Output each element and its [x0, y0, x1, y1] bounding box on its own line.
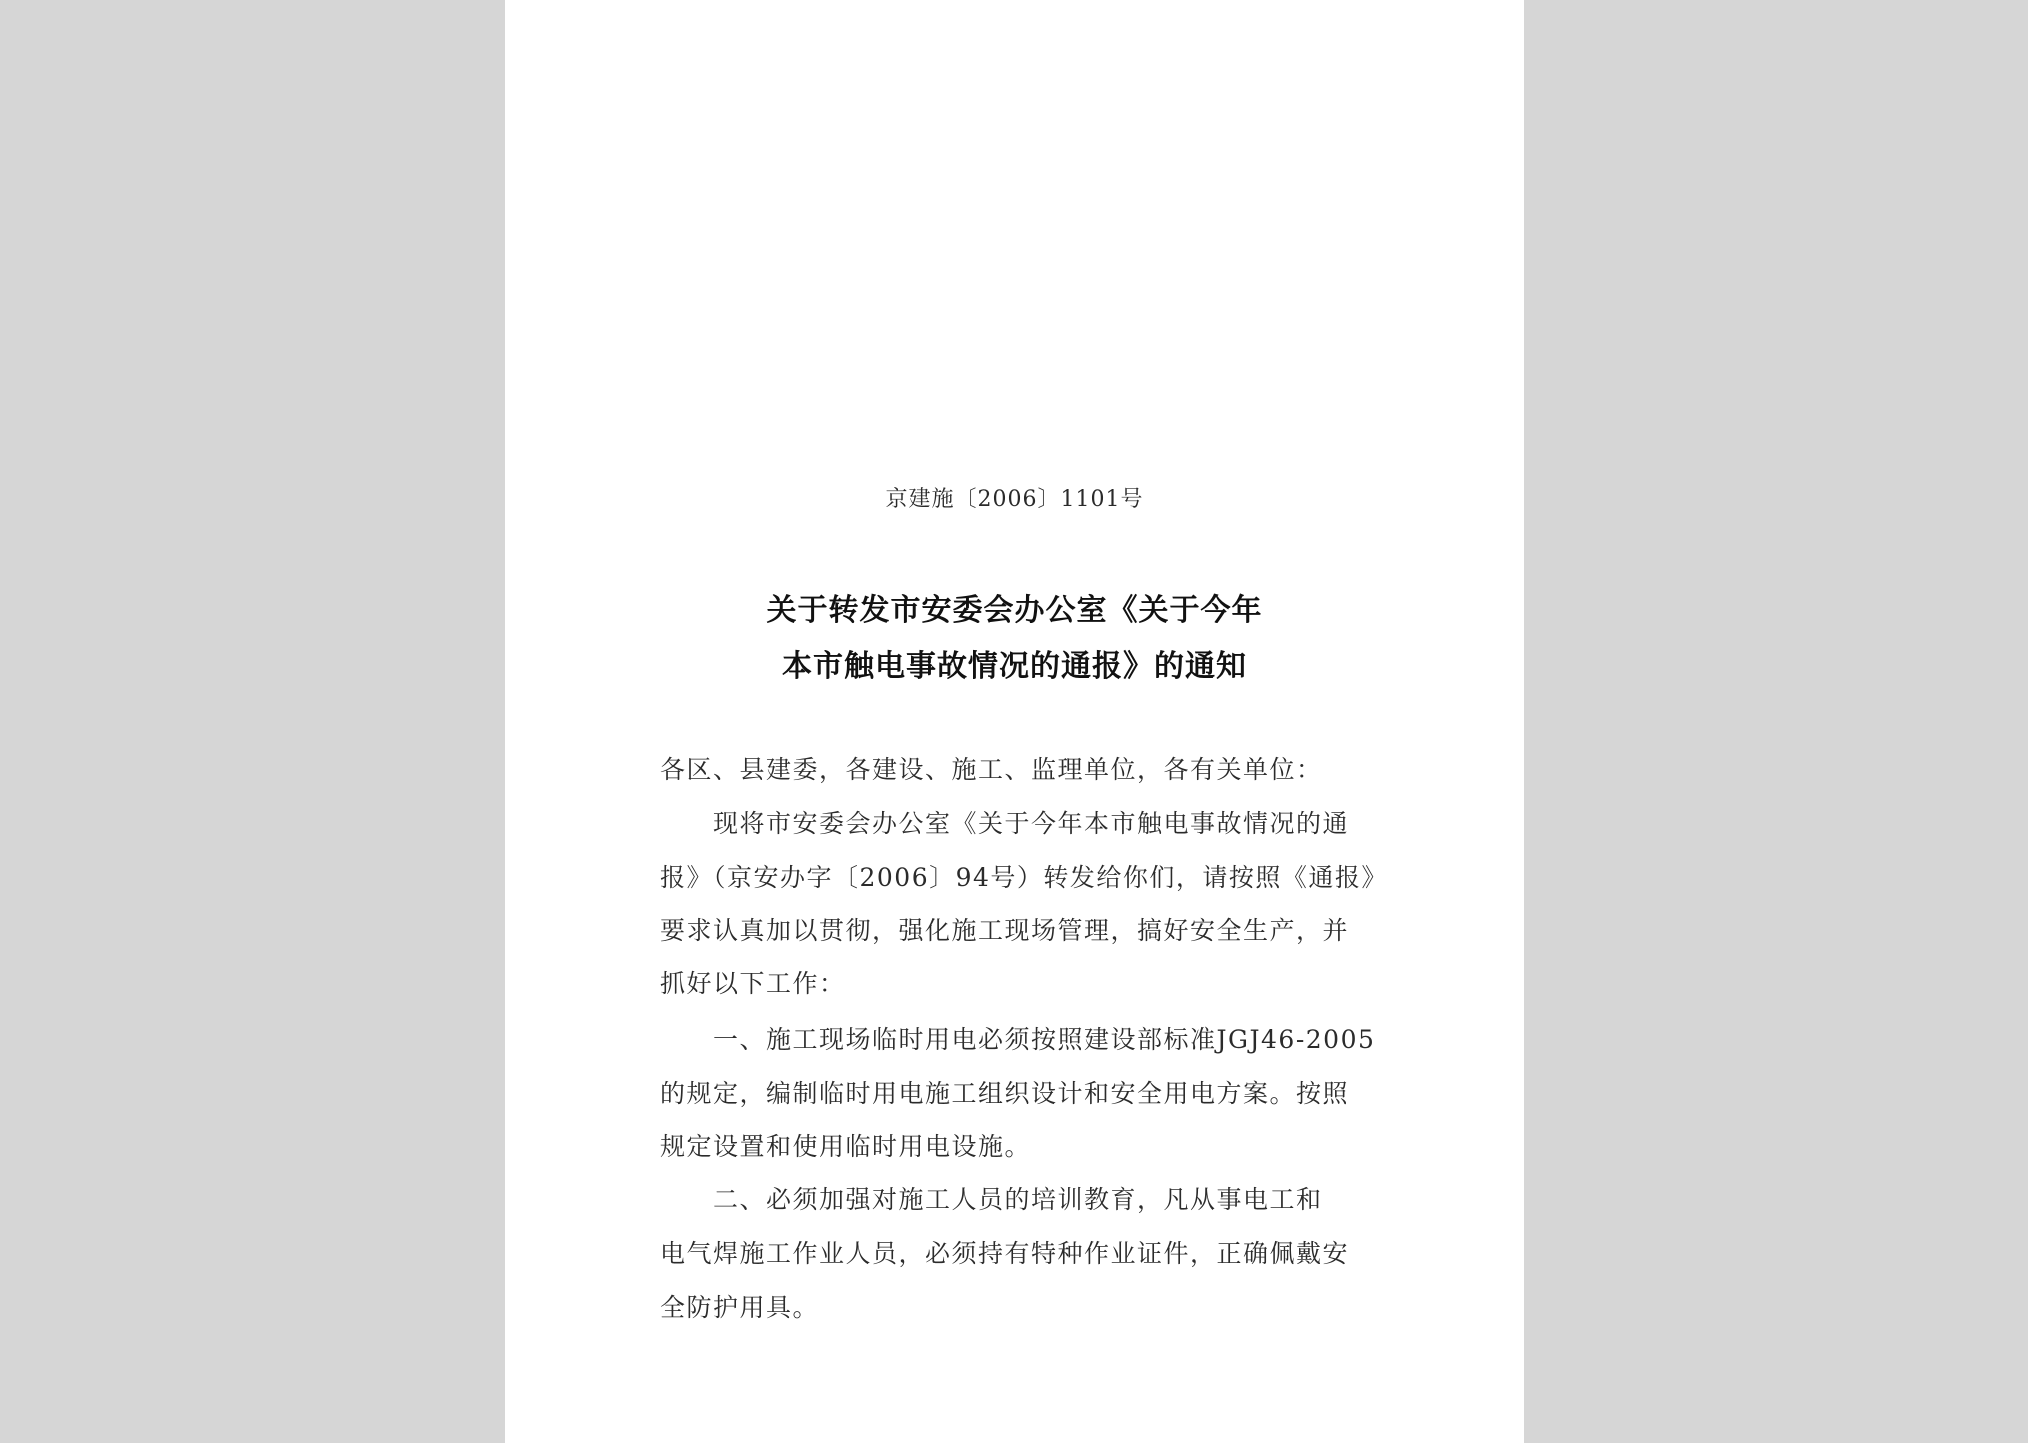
body-line: 抓好以下工作： [660, 969, 846, 998]
document-number: 京建施〔2006〕1101号 [885, 487, 1144, 512]
body-line: 电气焊施工作业人员，必须持有特种作业证件，正确佩戴安 [660, 1239, 1350, 1268]
body-line: 报》（京安办字〔2006〕94号）转发给你们，请按照《通报》 [660, 863, 1388, 892]
body-line: 规定设置和使用临时用电设施。 [660, 1132, 1032, 1161]
body-line: 的规定，编制临时用电施工组织设计和安全用电方案。按照 [660, 1079, 1350, 1108]
body-line-addressee: 各区、县建委，各建设、施工、监理单位，各有关单位： [660, 755, 1323, 784]
document-title-line-2: 本市触电事故情况的通报》的通知 [782, 649, 1247, 684]
body-line-item-1: 一、施工现场临时用电必须按照建设部标准JGJ46-2005 [660, 1025, 1376, 1054]
document-title-line-1: 关于转发市安委会办公室《关于今年 [766, 593, 1263, 628]
body-line: 要求认真加以贯彻，强化施工现场管理，搞好安全生产，并 [660, 916, 1350, 945]
document-page [505, 0, 1524, 1443]
body-line: 全防护用具。 [660, 1293, 820, 1322]
body-line-item-2: 二、必须加强对施工人员的培训教育，凡从事电工和 [660, 1185, 1323, 1214]
body-line: 现将市安委会办公室《关于今年本市触电事故情况的通 [660, 809, 1350, 838]
